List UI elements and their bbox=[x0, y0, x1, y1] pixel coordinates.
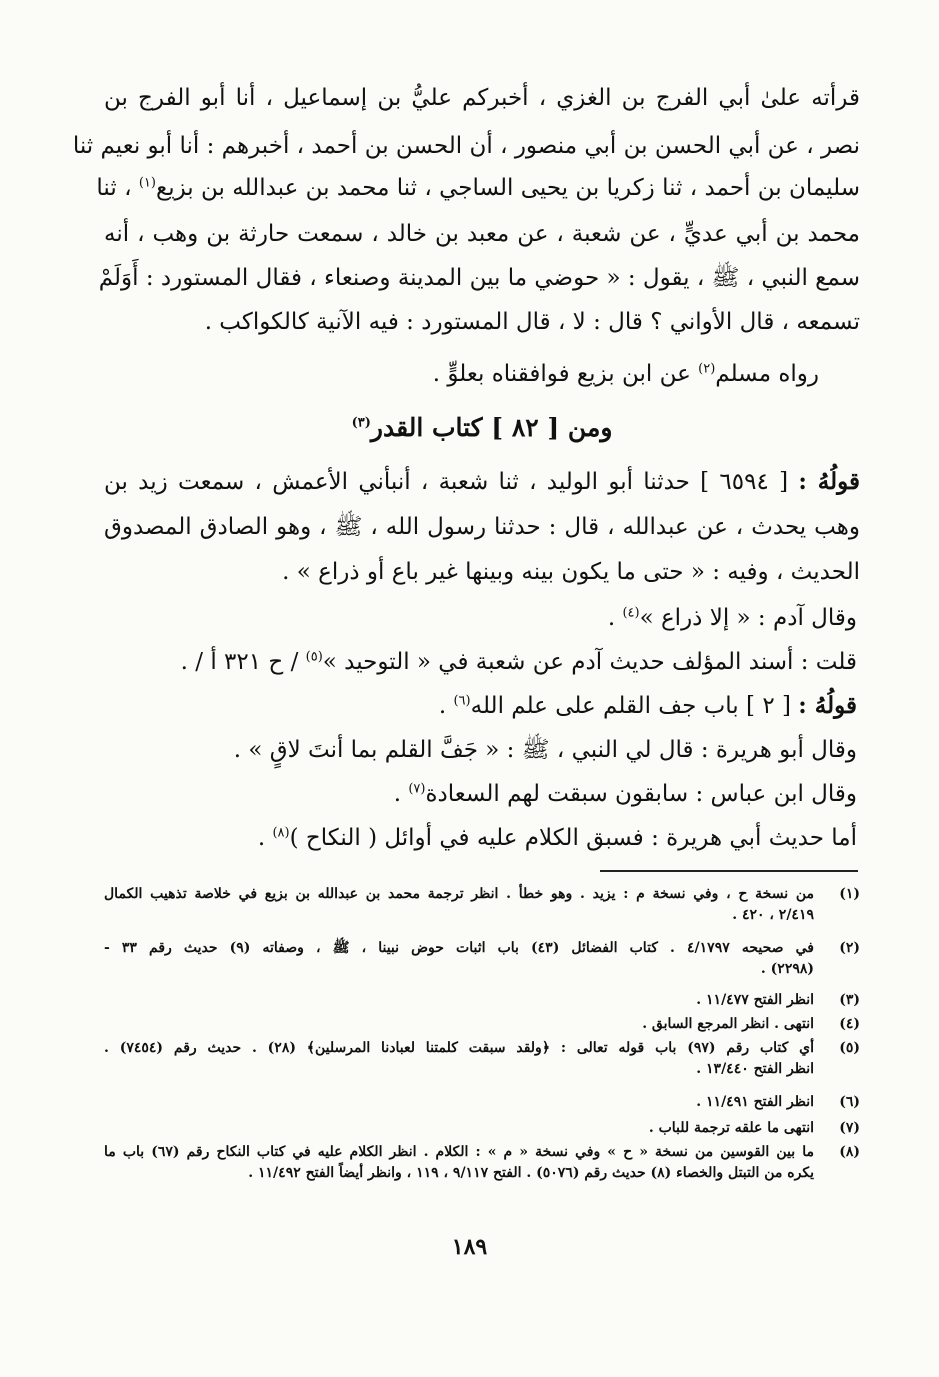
footnote-mark-4: (٤) bbox=[622, 605, 640, 621]
abu-hurayra-line bbox=[234, 726, 857, 774]
footnote-1-line-1: من نسخة ح ، وفي نسخة م : يزيد . وهو خطأ . انظر ترجمة محمد بن عبدالله بن بزيع في خلاصة تذهيب الكمال bbox=[104, 886, 814, 902]
footnote-8-body bbox=[104, 1142, 814, 1184]
ibn-abbas-text: وقال ابن عباس : سابقون سبقت لهم السعادة bbox=[425, 781, 857, 807]
footnote-8-line-1: ما بين القوسين من نسخة « ح » وفي نسخة « م » : الكلام . انظر الكلام عليه في كتاب النكاح رقم (٦٧) باب ما bbox=[104, 1144, 814, 1160]
footnote-2 bbox=[104, 938, 860, 980]
footnote-5-number: (٥) bbox=[839, 1040, 860, 1056]
para2-line-1 bbox=[104, 458, 860, 506]
page-number: ١٨٩ bbox=[451, 1234, 488, 1260]
footnote-7 bbox=[104, 1118, 860, 1139]
amma-line: أما حديث أبي هريرة : فسبق الكلام عليه في أوائل ( النكاح )$^{(٨)}$ . bbox=[257, 825, 857, 851]
footnote-4-number: (٤) bbox=[839, 1016, 860, 1032]
body-line-4 bbox=[104, 210, 860, 258]
footnote-6-line-1: انظر الفتح ١١/٤٩١ . bbox=[696, 1094, 814, 1110]
riwaya-line bbox=[433, 350, 819, 398]
footnote-mark-1: (١) bbox=[138, 175, 156, 191]
qultu-line bbox=[181, 638, 857, 686]
footnote-mark-8: (٨) bbox=[272, 825, 290, 841]
footnote-7-number: (٧) bbox=[839, 1120, 860, 1136]
footnote-8-number: (٨) bbox=[839, 1144, 860, 1160]
adam-text: وقال آدم : « إلا ذراع » bbox=[639, 605, 857, 631]
qawluhu-label-1: قولُهُ : bbox=[798, 468, 860, 495]
footnote-mark-3: (٣) bbox=[351, 415, 371, 431]
section-heading-text: ومن [ ٨٢ ] كتاب القدر bbox=[370, 413, 613, 442]
footnote-3-number: (٣) bbox=[839, 992, 860, 1008]
body-line-1-text: قرأته علىٰ أبي الفرج بن الغزي ، أخبركم عليُّ بن إسماعيل ، أنا أبو الفرج بن bbox=[104, 85, 860, 111]
riwaya-tail: عن ابن بزيع فوافقناه بعلوٍّ . bbox=[432, 361, 691, 387]
footnote-1-body bbox=[104, 884, 814, 926]
body-line-4-text: محمد بن أبي عديٍّ ، عن شعبة ، عن معبد بن خالد ، سمعت حارثة بن وهب ، أنه bbox=[104, 221, 860, 247]
footnote-2-body bbox=[104, 938, 814, 980]
ibn-abbas-line: وقال ابن عباس : سابقون سبقت لهم السعادة$^{(٧)}$ . bbox=[393, 781, 857, 807]
footnote-3-line-1: انظر الفتح ١١/٤٧٧ . bbox=[696, 992, 814, 1008]
footnote-6 bbox=[104, 1092, 860, 1113]
footnote-mark-5: (٥) bbox=[305, 649, 323, 665]
footnote-4-line-1: انتهى . انظر المرجع السابق . bbox=[642, 1016, 814, 1032]
body-line-6-text: تسمعه ، قال الأواني ؟ قال : لا ، قال المستورد : فيه الآنية كالكواكب . bbox=[204, 309, 860, 335]
body-line-5-text: سمع النبي ، ﷺ ، يقول : « حوضي ما بين المدينة وصنعاء ، فقال المستورد : أَوَلَمْ bbox=[98, 265, 860, 291]
footnote-mark-2: (٢) bbox=[698, 361, 716, 377]
qultu-text: قلت : أسند المؤلف حديث آدم عن شعبة في « التوحيد » bbox=[322, 649, 857, 675]
abu-hurayra-text: وقال أبو هريرة : قال لي النبي ، ﷺ : « جَفَّ القلم بما أنتَ لاقٍ » . bbox=[233, 737, 857, 763]
para2-line-2-text: وهب يحدث ، عن عبدالله ، قال : حدثنا رسول الله ، ﷺ ، وهو الصادق المصدوق bbox=[104, 514, 860, 540]
riwaya-text: رواه مسلم bbox=[715, 361, 819, 387]
body-line-5 bbox=[98, 254, 860, 302]
footnote-6-number: (٦) bbox=[839, 1094, 860, 1110]
footnote-2-line-1: في صحيحه ٤/١٧٩٧ . كتاب الفضائل (٤٣) باب اثبات حوض نبينا ، ﷺ ، وصفاته (٩) حديث رقم ٣٣ - bbox=[104, 940, 814, 956]
body-line-3 bbox=[96, 164, 860, 212]
footnote-separator bbox=[600, 870, 858, 872]
footnote-1-number: (١) bbox=[839, 886, 860, 902]
body-line-2-text: نصر ، عن أبي الحسن بن أبي منصور ، أن الحسن بن أحمد ، أخبرهم : أنا أبو نعيم ثنا bbox=[72, 133, 860, 159]
footnote-mark-7: (٧) bbox=[408, 781, 426, 797]
footnote-2-number: (٢) bbox=[839, 940, 860, 956]
para2-line-3-text: الحديث ، وفيه : « حتى ما يكون بينه وبينها غير باع أو ذراع » . bbox=[282, 559, 860, 585]
footnote-5 bbox=[104, 1038, 860, 1080]
body-line-1 bbox=[104, 74, 860, 122]
footnote-4 bbox=[104, 1014, 860, 1035]
qawluhu-label-2: قولُهُ : bbox=[798, 692, 857, 719]
footnote-6-body bbox=[104, 1092, 814, 1113]
body-line-3-tail: ، ثنا bbox=[96, 175, 132, 201]
footnote-8 bbox=[104, 1142, 860, 1184]
body-line-6 bbox=[104, 298, 860, 346]
footnote-5-body bbox=[104, 1038, 814, 1080]
footnote-1 bbox=[104, 884, 860, 926]
footnote-2-line-2: (٢٢٩٨) . bbox=[760, 961, 814, 977]
footnote-1-line-2: ٢/٤١٩ ، ٤٢٠ . bbox=[732, 907, 814, 923]
body-line-2 bbox=[72, 122, 860, 170]
amma-text: أما حديث أبي هريرة : فسبق الكلام عليه في أوائل ( النكاح ) bbox=[289, 825, 857, 851]
footnote-8-line-2: يكره من التبتل والخصاء (٨) حديث رقم (٥٠٧٦) . الفتح ٩/١١٧ ، ١١٩ ، وانظر أيضاً الفتح ١١/٤٩٢ . bbox=[248, 1165, 814, 1181]
bab-text: [ ٢ ] باب جف القلم على علم الله bbox=[470, 693, 791, 719]
footnote-7-line-1: انتهى ما علقه ترجمة للباب . bbox=[648, 1120, 814, 1136]
footnote-mark-6: (٦) bbox=[453, 693, 471, 709]
bab-line: قولُهُ : [ ٢ ] باب جف القلم على علم الله$^{(٦)}$ . bbox=[438, 692, 857, 719]
footnote-4-body bbox=[104, 1014, 814, 1035]
para2-line-1-text: [ ٦٥٩٤ ] حدثنا أبو الوليد ، ثنا شعبة ، أنبأني الأعمش ، سمعت زيد بن bbox=[104, 469, 789, 495]
para2-line-3 bbox=[104, 548, 860, 596]
qultu-folio: / ح ٣٢١ أ / . bbox=[180, 649, 299, 675]
footnote-3-body bbox=[104, 990, 814, 1011]
para2-line-2 bbox=[104, 503, 860, 551]
body-line-3-text: سليمان بن أحمد ، ثنا زكريا بن يحيى الساجي ، ثنا محمد بن عبدالله بن بزيع bbox=[155, 175, 860, 201]
footnote-5-line-1: أي كتاب رقم (٩٧) باب قوله تعالى : ﴿ولقد سبقت كلمتنا لعبادنا المرسلين﴾ (٢٨) . حديث رقم (٧٤٥٤) . bbox=[104, 1040, 814, 1056]
footnote-5-line-2: انظر الفتح ١٣/٤٤٠ . bbox=[696, 1061, 814, 1077]
footnote-7-body bbox=[104, 1118, 814, 1139]
footnote-3 bbox=[104, 990, 860, 1011]
section-heading bbox=[104, 404, 860, 452]
adam-line: وقال آدم : « إلا ذراع »$^{(٤)}$ . bbox=[607, 605, 857, 631]
